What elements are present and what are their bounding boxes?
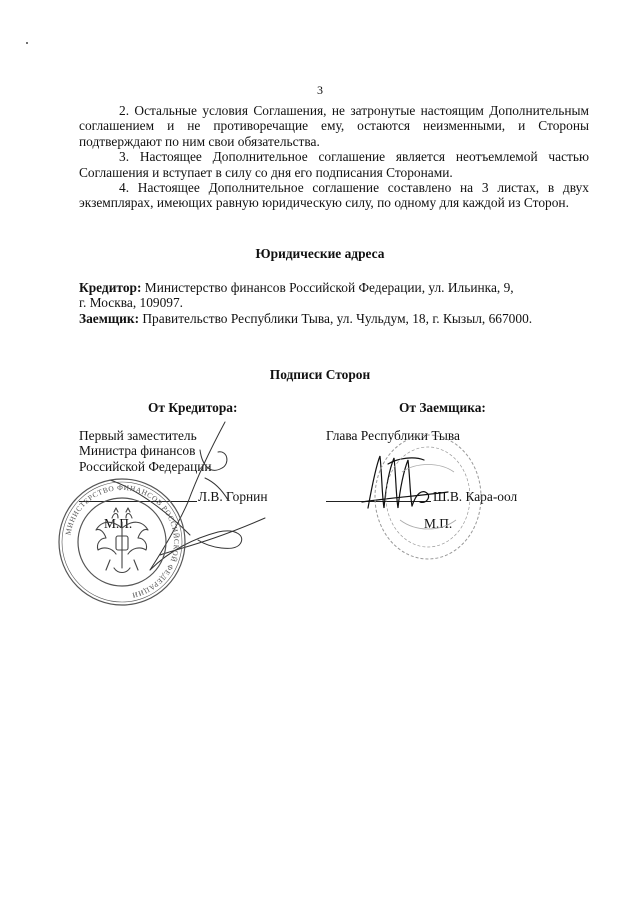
borrower-seal-place: М.П. <box>424 516 453 531</box>
creditor-position-line1: Первый заместитель <box>79 428 197 443</box>
legal-addresses <box>79 280 599 326</box>
borrower-name: Ш.В. Кара-оол <box>433 489 518 504</box>
creditor-seal-place: М.П. <box>104 516 133 531</box>
ministry-seal-icon <box>56 476 188 608</box>
creditor-address <box>79 280 599 311</box>
creditor-label: Кредитор: <box>79 280 142 295</box>
creditor-address-line1: Министерство финансов Российской Федерации, ул. Ильинка, 9, <box>144 280 514 295</box>
svg-text:МИНИСТЕРСТВО ФИНАНСОВ РОССИЙСК: МИНИСТЕРСТВО ФИНАНСОВ РОССИЙСКОЙ ФЕДЕРАЦИИ <box>63 482 182 601</box>
clause-4: 4. Настоящее Дополнительное соглашение составлено на 3 листах, в двух экземплярах, имеющих равную юридическую силу, по одному для каждой из Сторон. <box>79 180 589 211</box>
borrower-address <box>79 311 599 326</box>
agreement-clauses <box>79 103 589 211</box>
creditor-position-line2: Министра финансов <box>79 443 196 459</box>
clause-3: 3. Настоящее Дополнительное соглашение является неотъемлемой частью Соглашения и вступает в силу со дня его подписания Сторонами. <box>79 149 589 180</box>
borrower-address-text: Правительство Республики Тыва, ул. Чульдум, 18, г. Кызыл, 667000. <box>142 310 533 326</box>
tyva-seal-icon <box>372 432 484 562</box>
creditor-name: Л.В. Горнин <box>198 489 268 504</box>
page-number: 3 <box>317 83 323 97</box>
creditor-position-line3: Российской Федерации <box>79 458 212 474</box>
addresses-title: Юридические адреса <box>255 246 385 261</box>
borrower-label: Заемщик: <box>79 310 140 326</box>
creditor-address-line2: г. Москва, 109097. <box>79 295 184 311</box>
clause-2: 2. Остальные условия Соглашения, не затронутые настоящим Дополнительным соглашением и не противоречащие ему, остаются неизменными, и Стороны подтверждают по ним свои обязательства. <box>79 103 589 149</box>
borrower-from-label: От Заемщика: <box>399 400 486 415</box>
signatures-title: Подписи Сторон <box>269 367 371 382</box>
borrower-position: Глава Республики Тыва <box>326 428 460 443</box>
creditor-from-label: От Кредитора: <box>148 400 238 415</box>
scan-speck <box>26 42 28 44</box>
